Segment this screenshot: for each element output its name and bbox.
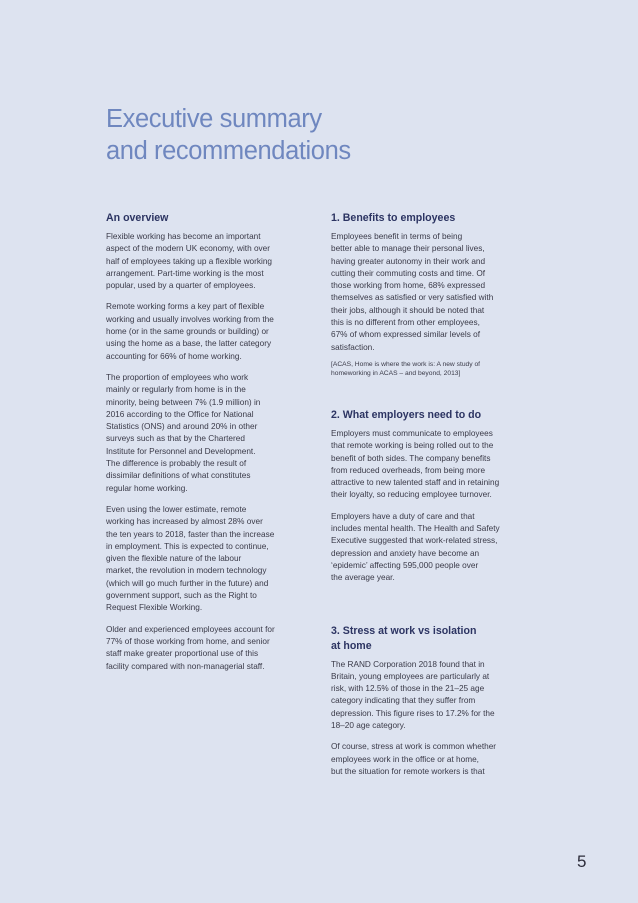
section — [331, 211, 536, 378]
text-line: Request Flexible Working. — [106, 603, 203, 613]
text-line: their jobs, although it should be noted that — [331, 305, 485, 315]
text-line: 77% of those working from home, and senior — [106, 636, 270, 646]
section — [331, 408, 536, 585]
text-line: mainly or regularly from home is in the — [106, 385, 246, 395]
text-line: working and usually involves working from the — [106, 314, 274, 324]
section-heading-line: 1. Benefits to employees — [331, 212, 456, 224]
text-line: but the situation for remote workers is that — [331, 766, 485, 776]
body-paragraph — [331, 231, 536, 354]
body-paragraph — [331, 428, 536, 502]
page-title-line-1: Executive summary — [106, 105, 322, 133]
text-line: Employers must communicate to employees — [331, 428, 493, 438]
citation-line: [ACAS, Home is where the work is: A new study of — [331, 360, 481, 368]
body-paragraph — [106, 372, 311, 495]
text-line: Older and experienced employees account for — [106, 624, 275, 634]
text-line: having greater autonomy in their work and — [331, 256, 486, 266]
text-line: from reduced overheads, from being more — [331, 465, 486, 475]
body-paragraph — [106, 624, 311, 673]
text-line: 67% of whom expressed similar levels of — [331, 330, 481, 340]
text-line: Britain, young employees are particularly at — [331, 671, 490, 681]
text-line: category indicating that they suffer from — [331, 696, 476, 706]
body-paragraph — [106, 231, 311, 292]
section — [106, 211, 311, 673]
text-line: 2016 according to the Office for National — [106, 409, 254, 419]
text-line: attractive to new talented staff and in retaining — [331, 478, 500, 488]
citation — [331, 360, 536, 378]
text-line: popular, used by a quarter of employees. — [106, 281, 256, 291]
text-line: Employees benefit in terms of being — [331, 232, 463, 241]
section-heading — [331, 211, 536, 226]
text-line: Remote working forms a key part of flexible — [106, 302, 265, 312]
text-line: depression and anxiety have become an — [331, 548, 480, 558]
text-line: their loyalty, so reducing employee turnover. — [331, 490, 492, 500]
section-heading-line: at home — [331, 639, 372, 652]
text-line: (which will go much further in the future) and — [106, 578, 269, 588]
text-line: Employers have a duty of care and that — [331, 511, 475, 521]
text-line: The proportion of employees who work — [106, 372, 249, 382]
text-line: satisfaction. — [331, 342, 375, 352]
right-column — [331, 211, 536, 787]
text-line: aspect of the modern UK economy, with over — [106, 244, 271, 254]
text-line: themselves as satisfied or very satisfied with — [331, 293, 494, 303]
text-line: Of course, stress at work is common whether — [331, 742, 497, 752]
text-line: Institute for Personnel and Development. — [106, 446, 256, 456]
text-line: benefit of both sides. The company benefits — [331, 453, 491, 463]
text-line: The difference is probably the result of — [106, 459, 247, 469]
section-heading — [331, 624, 536, 654]
page-number: 5 — [577, 852, 587, 871]
body-paragraph — [106, 301, 311, 362]
text-line: cutting their commuting costs and time. Of — [331, 268, 486, 278]
text-line: 18–20 age category. — [331, 721, 406, 731]
body-paragraph — [331, 511, 536, 585]
text-line: includes mental health. The Health and Safety — [331, 524, 500, 534]
section — [331, 624, 536, 779]
text-line: Flexible working has become an important — [106, 232, 261, 241]
text-line: dissimilar definitions of what constitutes — [106, 471, 251, 481]
text-line: the average year. — [331, 573, 395, 583]
text-line: regular home working. — [106, 483, 188, 493]
page-title — [106, 103, 351, 167]
text-line: this is no different from other employees, — [331, 318, 480, 328]
text-line: risk, with 12.5% of those in the 21–25 age — [331, 684, 485, 694]
text-line: The RAND Corporation 2018 found that in — [331, 659, 485, 669]
section-heading — [106, 211, 311, 226]
text-line: home (or in the same grounds or building) or — [106, 327, 269, 337]
text-line: facility compared with non-managerial staff. — [106, 661, 265, 671]
body-paragraph — [331, 659, 536, 733]
text-line: employees work in the office or at home, — [331, 754, 479, 764]
section-heading — [331, 408, 536, 423]
text-line: half of employees taking up a flexible working — [106, 256, 273, 266]
text-line: using the home as a base, the latter category — [106, 339, 272, 349]
text-line: working has increased by almost 28% over — [106, 517, 263, 527]
page-title-line-2: and recommendations — [106, 137, 351, 165]
text-line: Statistics (ONS) and around 20% in other — [106, 422, 258, 432]
text-line: Even using the lower estimate, remote — [106, 504, 247, 514]
text-line: the ten years to 2018, faster than the increase — [106, 529, 275, 539]
text-line: accounting for 66% of home working. — [106, 351, 242, 361]
text-line: arrangement. Part-time working is the most — [106, 268, 264, 278]
text-line: minority, being between 7% (1.9 million) in — [106, 397, 261, 407]
text-line: that remote working is being rolled out to the — [331, 441, 494, 451]
section-heading-line: An overview — [106, 212, 169, 224]
text-line: those working from home, 68% expressed — [331, 281, 486, 291]
text-line: depression. This figure rises to 17.2% for the — [331, 708, 495, 718]
text-line: staff make greater proportional use of this — [106, 649, 259, 659]
text-line: in employment. This is expected to continue, — [106, 541, 269, 551]
section-heading-line: 3. Stress at work vs isolation — [331, 624, 477, 637]
citation-line: homeworking in ACAS – and beyond, 2013] — [331, 369, 461, 377]
left-column — [106, 211, 311, 682]
text-line: surveys such as that by the Chartered — [106, 434, 245, 444]
text-line: ‘epidemic’ affecting 595,000 people over — [331, 560, 479, 570]
body-paragraph — [331, 741, 536, 778]
body-paragraph — [106, 504, 311, 615]
section-heading-line: 2. What employers need to do — [331, 408, 482, 421]
text-line: given the flexible nature of the labour — [106, 554, 242, 564]
text-line: Executive suggested that work-related stress, — [331, 536, 498, 546]
text-line: better able to manage their personal lives, — [331, 244, 485, 254]
text-line: government support, such as the Right to — [106, 591, 257, 601]
text-line: market, the revolution in modern technology — [106, 566, 267, 576]
